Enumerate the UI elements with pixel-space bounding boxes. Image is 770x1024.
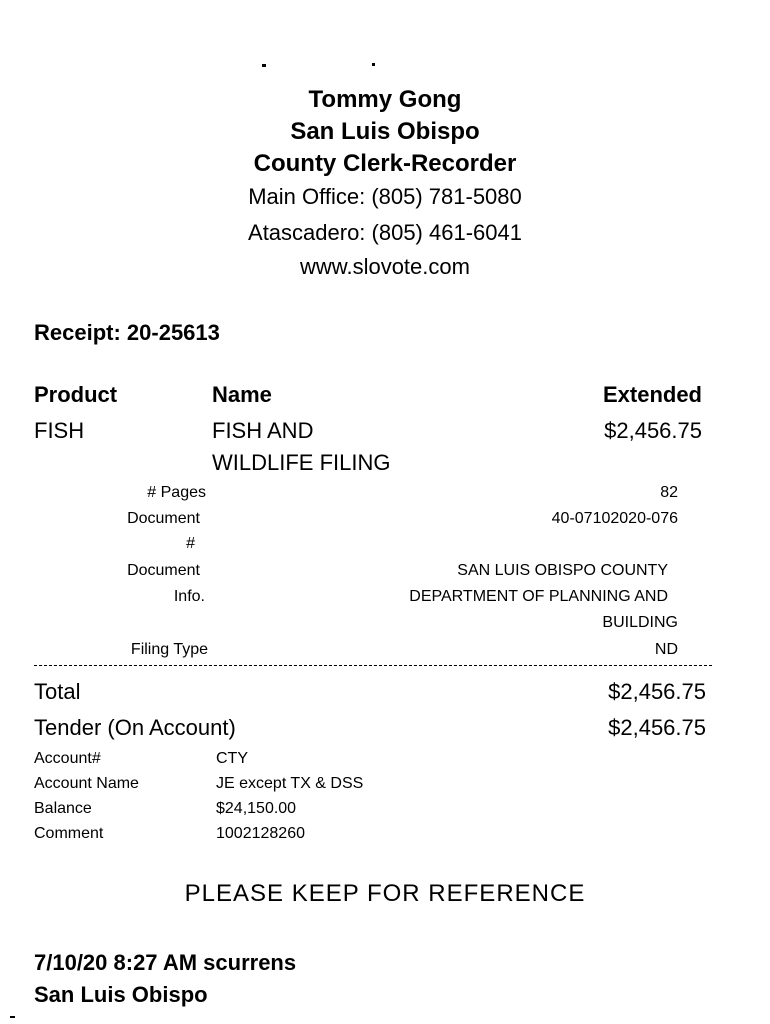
- tender-value: $2,456.75: [608, 715, 706, 740]
- document-number-label-1: Document: [127, 510, 200, 527]
- item-product: FISH: [34, 418, 85, 443]
- document-info-value-2: DEPARTMENT OF PLANNING AND: [409, 588, 668, 605]
- document-number-value: 40-07102020-076: [551, 510, 678, 527]
- document-number-label-2: #: [186, 535, 195, 552]
- total-label: Total: [34, 679, 81, 704]
- col-header-extended: Extended: [602, 382, 702, 407]
- filing-type-label: Filing Type: [130, 641, 208, 658]
- scan-speck: [262, 64, 266, 67]
- divider: [34, 665, 712, 666]
- total-value: $2,456.75: [608, 679, 706, 704]
- atascadero-phone: Atascadero: (805) 461-6041: [248, 220, 522, 245]
- scan-speck: [372, 63, 375, 66]
- account-name-label: Account Name: [34, 775, 139, 792]
- col-header-name: Name: [212, 382, 272, 407]
- item-name-line1: FISH AND: [212, 418, 314, 443]
- office-title: County Clerk-Recorder: [253, 150, 517, 177]
- main-office-phone: Main Office: (805) 781-5080: [248, 184, 522, 209]
- item-extended: $2,456.75: [604, 418, 702, 443]
- pages-value: 82: [660, 484, 678, 501]
- tender-label: Tender (On Account): [34, 715, 236, 740]
- account-number-label: Account#: [34, 750, 101, 767]
- document-info-label-1: Document: [127, 562, 200, 579]
- document-info-label-2: Info.: [173, 588, 205, 605]
- website: www.slovote.com: [300, 254, 470, 279]
- comment-value: 1002128260: [216, 825, 305, 842]
- timestamp-user: 7/10/20 8:27 AM scurrens: [34, 950, 297, 975]
- account-number-value: CTY: [216, 750, 248, 767]
- scan-speck: [10, 1016, 15, 1018]
- item-name-line2: WILDLIFE FILING: [212, 450, 391, 475]
- office-holder-name: Tommy Gong: [308, 86, 462, 113]
- comment-label: Comment: [34, 825, 104, 842]
- document-info-value-1: SAN LUIS OBISPO COUNTY: [457, 562, 668, 579]
- county-name: San Luis Obispo: [290, 118, 480, 145]
- pages-label: # Pages: [147, 484, 206, 501]
- account-name-value: JE except TX & DSS: [216, 775, 364, 792]
- filing-type-value: ND: [654, 641, 678, 658]
- document-info-value-3: BUILDING: [602, 614, 678, 631]
- balance-label: Balance: [34, 800, 92, 817]
- receipt-number: Receipt: 20-25613: [34, 320, 220, 345]
- location: San Luis Obispo: [34, 982, 208, 1007]
- col-header-product: Product: [34, 382, 118, 407]
- balance-value: $24,150.00: [216, 800, 297, 817]
- keep-for-reference-note: PLEASE KEEP FOR REFERENCE: [184, 880, 586, 907]
